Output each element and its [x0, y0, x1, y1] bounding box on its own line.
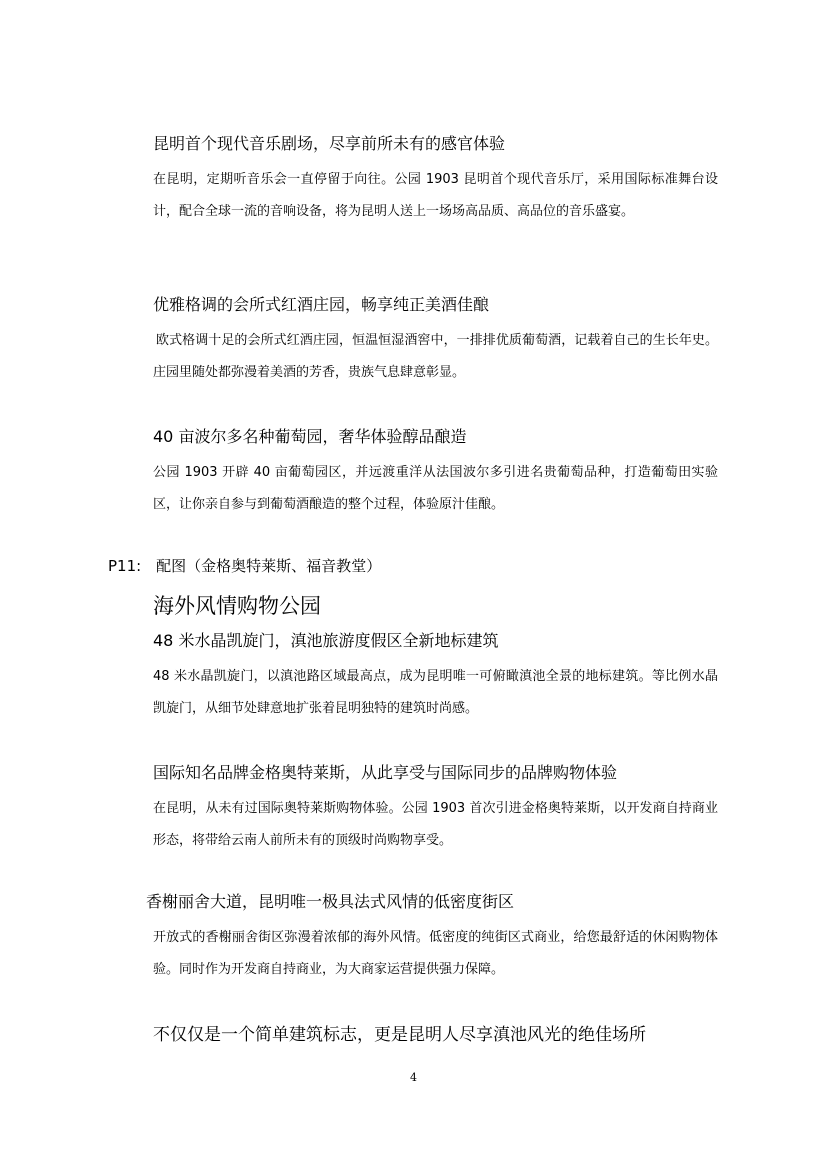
section-body: 48 米水晶凯旋门，以滇池路区域最高点，成为昆明唯一可俯瞰滇池全景的地标建筑。等比例水晶凯旋门，从细节处肆意地扩张着昆明独特的建筑时尚感。 — [153, 669, 718, 716]
p11-title-block — [153, 592, 718, 620]
section-outlets — [153, 762, 718, 857]
section-heading: 优雅格调的会所式红酒庄园，畅享纯正美酒佳酿 — [153, 295, 490, 314]
p11-label: P11: 配图（金格奥特莱斯、福音教堂） — [108, 557, 382, 575]
closing-line: 不仅仅是一个简单建筑标志，更是昆明人尽享滇池风光的绝佳场所 — [153, 1025, 646, 1045]
section-vineyard — [153, 426, 718, 521]
section-wine-estate — [153, 294, 718, 389]
section-heading: 香榭丽舍大道，昆明唯一极具法式风情的低密度街区 — [146, 892, 515, 911]
page-title: 海外风情购物公园 — [153, 594, 321, 618]
section-heading: 国际知名品牌金格奥特莱斯，从此享受与国际同步的品牌购物体验 — [153, 763, 618, 782]
section-triumphal-arch — [153, 630, 718, 725]
section-heading: 昆明首个现代音乐剧场，尽享前所未有的感官体验 — [153, 134, 506, 153]
page-number: 4 — [410, 1071, 417, 1084]
section-body: 在昆明，定期听音乐会一直停留于向往。公园 1903 昆明首个现代音乐厅，采用国际标准舞台设计，配合全球一流的音响设备，将为昆明人送上一场场高品质、高品位的音乐盛宴。 — [153, 172, 718, 219]
section-music-hall — [153, 133, 718, 228]
section-champs-elysees — [146, 891, 718, 986]
section-body: 欧式格调十足的会所式红酒庄园，恒温恒湿酒窖中，一排排优质葡萄酒，记载着自己的生长年史。庄园里随处都弥漫着美酒的芳香，贵族气息肆意彰显。 — [153, 333, 718, 380]
closing-line-block — [153, 1024, 718, 1046]
section-body: 在昆明，从未有过国际奥特莱斯购物体验。公园 1903 首次引进金格奥特莱斯，以开发商自持商业形态，将带给云南人前所未有的顶级时尚购物享受。 — [153, 801, 718, 848]
section-body: 开放式的香榭丽舍街区弥漫着浓郁的海外风情。低密度的纯街区式商业，给您最舒适的休闲购物体验。同时作为开发商自持商业，为大商家运营提供强力保障。 — [153, 930, 718, 977]
section-heading: 48 米水晶凯旋门，滇池旅游度假区全新地标建筑 — [153, 631, 499, 650]
section-heading: 40 亩波尔多名种葡萄园，奢华体验醇品酿造 — [153, 427, 467, 446]
section-body: 公园 1903 开辟 40 亩葡萄园区，并远渡重洋从法国波尔多引进名贵葡萄品种，打造葡萄田实验区，让你亲自参与到葡萄酒酿造的整个过程，体验原汁佳酿。 — [153, 465, 718, 512]
